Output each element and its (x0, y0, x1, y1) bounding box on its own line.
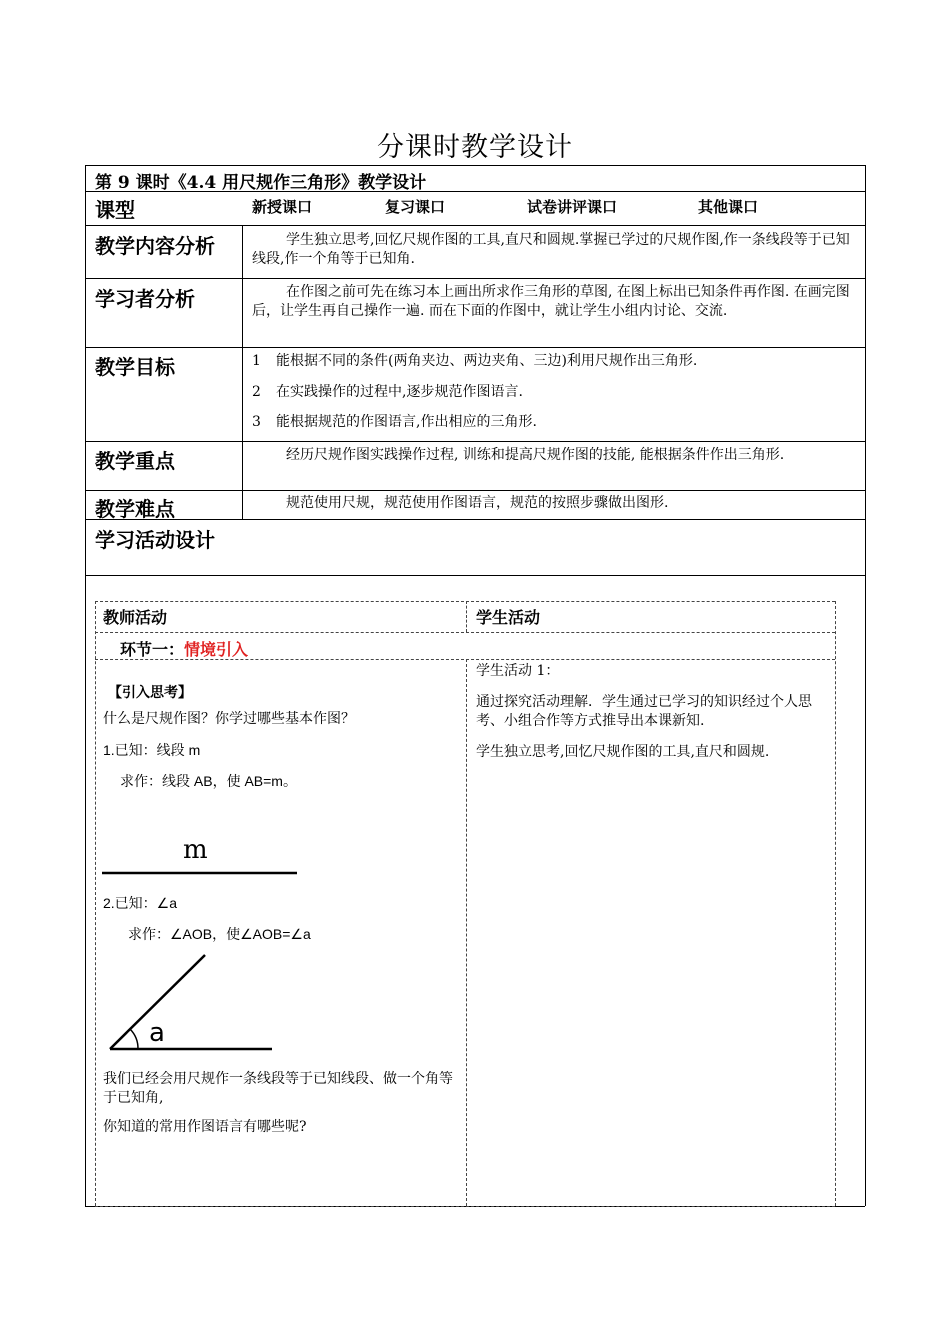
table-border-left (85, 165, 86, 1206)
course-type-option-review[interactable]: 复习课口 (385, 198, 446, 216)
learner-analysis-label: 学习者分析 (95, 287, 195, 311)
course-type-option-other[interactable]: 其他课口 (698, 198, 759, 216)
objective-text: 在实践操作的过程中,逐步规范作图语言. (276, 384, 523, 400)
inner-table-border-right (835, 601, 836, 1206)
content-analysis-text: 学生独立思考,回忆尺规作图的工具,直尺和圆规.掌握已学过的尺规作图,作一条线段等于已知线段,作一个角等于已知角. (252, 232, 850, 267)
intro-question: 什么是尺规作图？你学过哪些基本作图？ (103, 711, 355, 727)
segment-m-figure (100, 830, 310, 880)
course-type-label: 课型 (95, 198, 135, 222)
inner-table-border-left (95, 601, 96, 1206)
student-activity-text-1: 通过探究活动理解．学生通过已学习的知识经过个人思考、小组合作等方式推导出本课新知. (476, 694, 812, 729)
student-activity-header: 学生活动 (476, 610, 541, 627)
objective-number: 3 (252, 414, 261, 430)
activity-design-label: 学习活动设计 (95, 528, 215, 552)
question2-known: 2.已知：∠a (103, 895, 178, 911)
table-border-right (865, 165, 866, 1206)
learner-analysis-text: 在作图之前可先在练习本上画出所求作三角形的草图, 在图上标出已知条件再作图. 在画完图后，让学生再自己操作一遍. 而在下面的作图中，就让学生小组内讨论、交流. (252, 284, 850, 319)
key-points-label: 教学重点 (95, 449, 175, 473)
inner-column-divider (466, 659, 467, 1206)
inner-column-divider (466, 601, 467, 632)
lesson-title: 第 9 课时《4.4 用尺规作三角形》教学设计 (95, 173, 427, 193)
angle-arc (130, 1029, 138, 1049)
column-divider (242, 225, 243, 519)
row-divider (85, 225, 865, 226)
teacher-activity-header: 教师活动 (103, 610, 168, 627)
student-activity-text-2: 学生独立思考,回忆尺规作图的工具,直尺和圆规. (476, 744, 770, 760)
objective-number: 2 (252, 384, 261, 400)
angle-a-figure (100, 948, 280, 1058)
content-analysis-label: 教学内容分析 (95, 234, 215, 258)
intro-tag: 【引入思考】 (108, 684, 192, 700)
row-divider (85, 575, 865, 576)
inner-table-border-top (95, 601, 835, 602)
objective-number: 1 (252, 353, 261, 369)
objective-text: 能根据规范的作图语言,作出相应的三角形. (276, 414, 537, 430)
key-points-text: 经历尺规作图实践操作过程, 训练和提高尺规作图的技能, 能根据条件作出三角形. (286, 447, 785, 463)
row-divider (85, 519, 865, 520)
angle-label: a (149, 1018, 165, 1048)
summary-text: 我们已经会用尺规作一条线段等于已知线段、做一个角等于已知角, (103, 1071, 453, 1106)
student-activity-label: 学生活动 1： (476, 663, 560, 679)
question1-construct: 求作：线段 AB，使 AB=m。 (120, 773, 297, 789)
follow-up-question: 你知道的常用作图语言有哪些呢? (103, 1119, 307, 1135)
objective-text: 能根据不同的条件(两角夹边、两边夹角、三边)利用尺规作出三角形. (276, 353, 698, 369)
difficulties-label: 教学难点 (95, 497, 175, 521)
question2-construct: 求作：∠AOB，使∠AOB=∠a (128, 926, 311, 942)
row-divider (85, 441, 865, 442)
inner-row-divider (95, 632, 835, 633)
stage-prefix: 环节一： (120, 642, 185, 659)
difficulties-text: 规范使用尺规，规范使用作图语言，规范的按照步骤做出图形. (286, 495, 669, 511)
stage-name: 情境引入 (184, 642, 249, 659)
page-title: 分课时教学设计 (377, 132, 573, 163)
row-divider (85, 490, 865, 491)
row-divider (85, 278, 865, 279)
objectives-label: 教学目标 (95, 355, 175, 379)
question1-known: 1.已知：线段 m (103, 742, 201, 758)
segment-m-label: m (183, 835, 208, 865)
table-border-top (85, 165, 865, 166)
stage-heading (120, 637, 248, 660)
inner-table-border-bottom (95, 1206, 835, 1207)
course-type-option-new[interactable]: 新授课口 (252, 198, 313, 216)
course-type-option-exam[interactable]: 试卷讲评课口 (527, 198, 618, 216)
row-divider (85, 347, 865, 348)
